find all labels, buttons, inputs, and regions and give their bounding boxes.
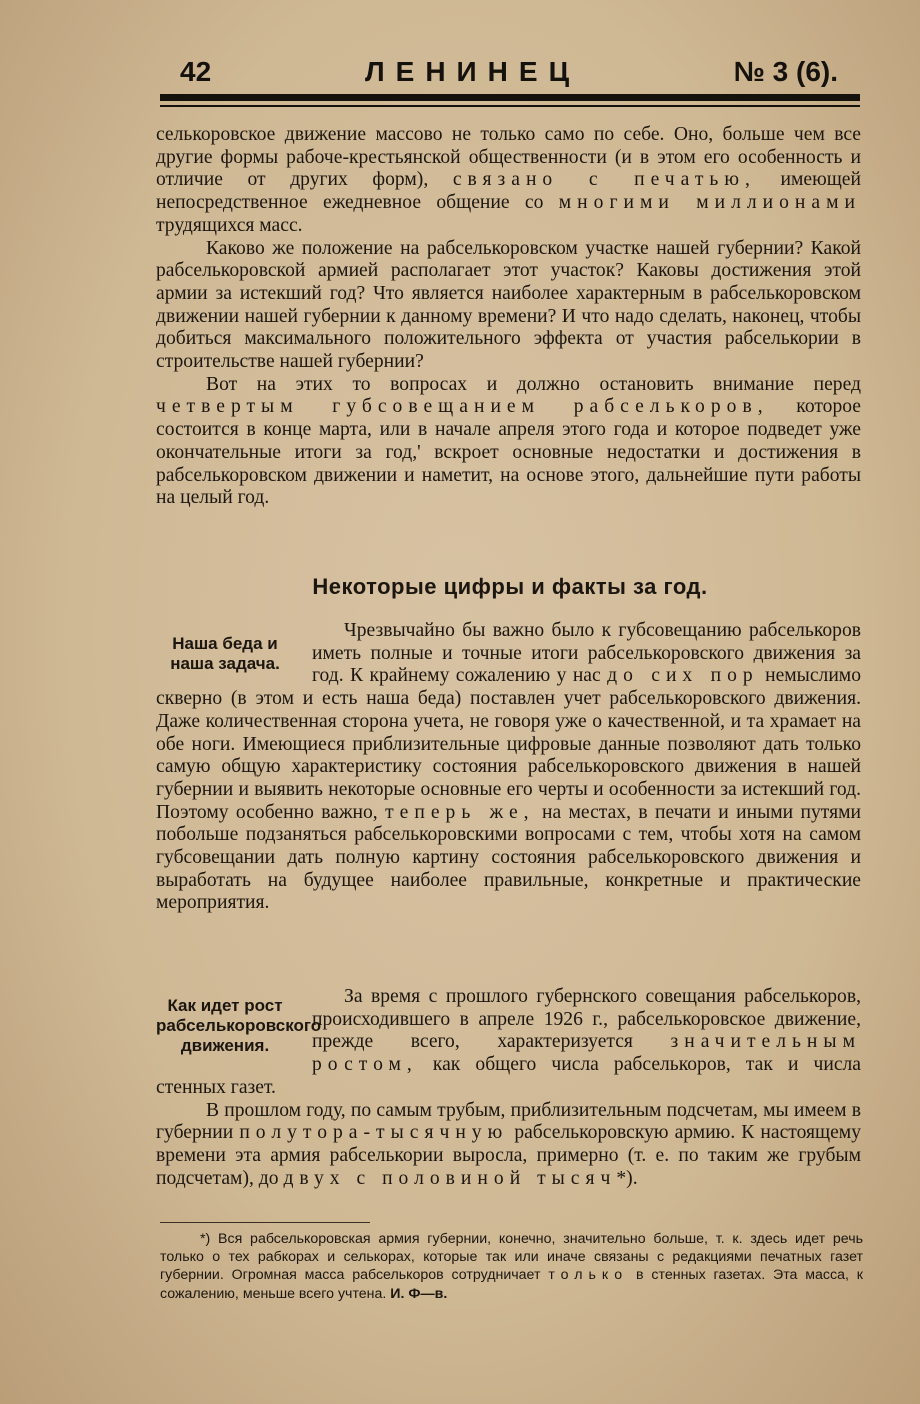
intro-p1-spaced-2: многими миллионами	[558, 192, 862, 214]
part1-text-a: Чрезвычайно бы важно было к губсовещанию рабселькоров иметь полные и точные итоги рабселькоровского движения за год. К крайнему сожалению у нас	[312, 620, 861, 687]
footnote-signature: И. Ф—в.	[390, 1285, 448, 1302]
footnote-text-a: *) Вся рабселькоровская армия губернии, конечно, значительно больше, т. к. здесь идет речь только о тех рабкорах и селькорах, которые так или иначе связаны с редакциями печатных газет губернии. Огромная масса рабселькоров сотрудничает	[160, 1231, 863, 1284]
header-rule-thick	[160, 94, 860, 101]
intro-paragraph-1	[156, 124, 861, 238]
footnote-spaced: только	[548, 1267, 629, 1284]
footnote-paragraph	[160, 1230, 863, 1303]
intro-p1-text-a: селькоровское движение массово не только само по себе. Оно, больше чем все другие формы рабоче-крестьянской общественности (и в этом его особенность и отличие от других форм),	[156, 124, 861, 191]
intro-p1-spaced-1: связано с печатью,	[452, 169, 756, 191]
section-title: Некоторые цифры и факты за год.	[312, 574, 708, 599]
intro-p3-text-b: которое состоится в конце марта, или в начале апреля этого года и которое подведет уже окончательные итоги за год,' вскроет основные недостатки и достижения в рабселькоровском движении и наметит, на основе этого, дальнейшие пути работы на целый год.	[156, 396, 861, 509]
part2-p2-text-b: рабселькоровскую армию. К настоящему времени эта армия рабселькории выросла, примерно (т. е. по таким же грубым подсчетам), до	[156, 1122, 861, 1189]
part2-p2-text-c: *).	[616, 1167, 638, 1189]
page-number: 42	[180, 56, 212, 87]
page-header	[160, 52, 860, 96]
intro-paragraph-3	[156, 374, 861, 510]
intro-paragraph-2: Каково же положение на рабселькоровском участке нашей губернии? Какой рабселькоровской армией располагает этот участок? Каковы достижения этой армии за истекший год? Что является наиболее характерным в рабселькоровском движении нашей губернии к данному времени? И что надо сделать, наконец, чтобы добиться максимального положительного эффекта от участия рабселькории в строительстве нашей губернии?	[156, 237, 861, 373]
footnote-text-b: в стенных газетах. Эта масса, к сожалению, меньше всего учтена.	[160, 1267, 863, 1302]
intro-p3-text-a: Вот на этих то вопросах и должно остановить внимание перед	[206, 373, 861, 395]
part2-p1-spaced: значительным ростом,	[312, 1031, 861, 1076]
side-heading-our-trouble: Наша беда и наша задача.	[170, 634, 280, 673]
part2-p1-text-b: как общего числа рабселькоров, так и числа стенных газет.	[156, 1054, 862, 1098]
part2-p2-spaced-2: двух с половиной тысяч	[283, 1167, 617, 1189]
intro-p3-spaced: четвертым губсовещанием рабселькоров,	[156, 396, 769, 418]
side-heading-growth: Как идет рост рабселькоровского движения.	[156, 996, 322, 1055]
issue-number: № 3 (6).	[733, 56, 838, 87]
footnote-rule	[160, 1222, 370, 1223]
part1-spaced-2: теперь же,	[385, 801, 535, 823]
intro-p1-text-b: имеющей непосредственное ежедневное общение со	[156, 169, 861, 214]
footnote	[160, 1230, 863, 1303]
part1-text-c: на местах, в печати и иными путями побольше подзаняться рабселькоровскими вопросами с тем, чтобы хотя на самом губсовещании дать полную картину состояния рабселькоровского движения и выработать на будущее наиболее правильные, конкретные и практические мероприятия.	[156, 801, 862, 914]
part2-paragraph-2	[156, 1100, 861, 1191]
part2-p2-spaced-1: полутора-тысячную	[239, 1122, 509, 1144]
part1-spaced-1: до сих пор	[607, 665, 759, 687]
part1-block	[156, 620, 861, 915]
intro-p1-text-c: трудящихся масс.	[156, 214, 303, 236]
intro-block	[156, 124, 861, 510]
part2-p1-text-a: За время с прошлого губернского совещания рабселькоров, происходившего в апреле 1926 г., рабселькоровское движение, прежде всего, характеризуется	[312, 986, 861, 1053]
journal-title: ЛЕНИНЕЦ	[365, 56, 581, 87]
part1-text-b: немыслимо скверно (в этом и есть наша беда) поставлен учет рабселькоровского движения. Даже количественная сторона учета, не говоря уже о качественной, и та храмает на обе ноги. Имеющиеся приблизительные цифровые данные позволяют дать только самую общую характеристику состояния рабселькоровского движения в нашей губернии и выявить некоторые основные его черты и особенности за истекший год. Поэтому особенно важно,	[156, 665, 861, 823]
part2-block	[156, 986, 861, 1190]
header-rule-thin	[160, 105, 860, 107]
part2-p2-text-a: В прошлом году, по самым трубым, приблизительным подсчетам, мы имеем в губернии	[156, 1099, 861, 1144]
